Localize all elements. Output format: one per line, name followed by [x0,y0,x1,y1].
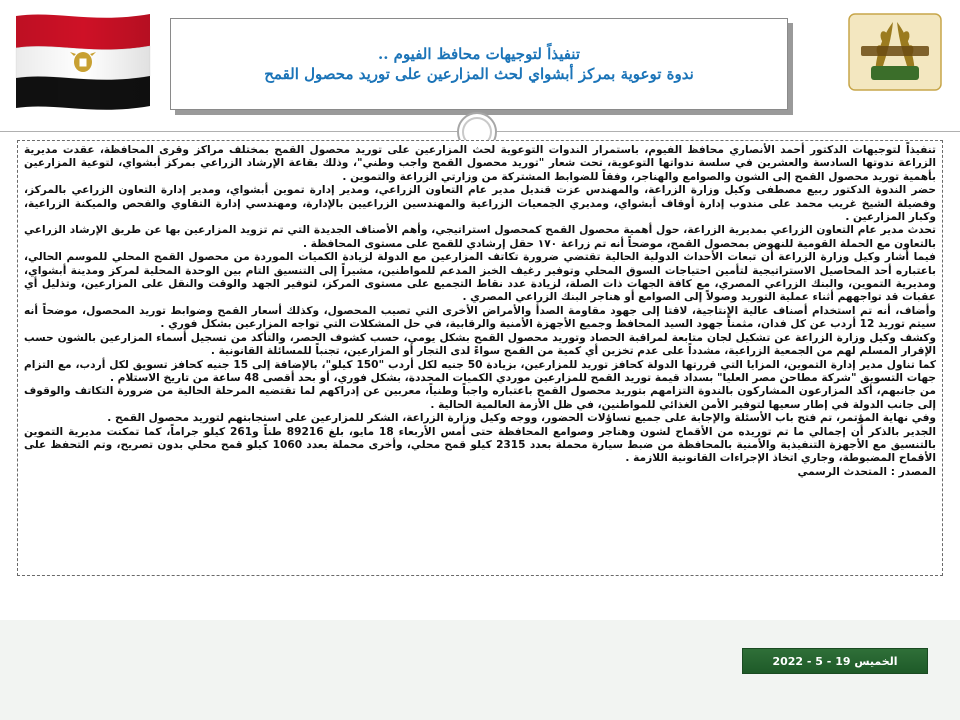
headline-box [170,18,788,110]
article-paragraph: الجدير بالذكر أن إجمالي ما تم توريده من الأقماح لشون وهناجر وصوامع المحافظة حتى أمس الأربعاء 18 مايو، بلغ 89216 طناً و261 كيلو جراماً، كما تمكنت مديرية التموين بالتنسيق مع الأجهزة التنفيذية والأمنية بالمحافظة من ضبط سيارة محملة بعدد 2315 كيلو قمح محلي، وأخرى محملة بعدد 1060 كيلو قمح محلي بدون تصريح، وتم التحفظ على الأقماح المضبوطة، وجاري اتخاذ الإجراءات القانونية اللازمة . [24,425,936,465]
article-paragraph: كما تناول مدير إدارة التموين، المزايا التي قررتها الدولة كحافز توريد للمزارعين، بزيادة 50 جنيه لكل أردب "150 كيلو"، بالإضافة إلى 15 جنيه كحافز تسويق لكل أردب، مع التزام جهات التسويق "شركة مطاحن مصر العليا" بسداد قيمة توريد القمح للمزارعين موردي الكميات المحددة، بشكل فوري، أو بحد أقصى 48 ساعة من تاريخ الاستلام . [24,358,936,384]
egypt-flag [14,10,152,110]
date-banner [742,648,928,674]
article-paragraph: تحدث مدير عام التعاون الزراعي بمديرية الزراعة، حول أهمية محصول القمح كمحصول استراتيجي، وأهم الأصناف الجديدة التي تم تزويد المزارعين بها عن طريق الإرشاد الزراعي بالتعاون مع الحملة القومية للنهوض بمحصول القمح، موضحاً أنه تم زراعة ١٧٠ حقل إرشادي للقمح على مستوى المحافظة . [24,224,936,250]
article-paragraph: وأضاف، أنه تم استخدام أصناف عالية الإنتاجية، لاقتا إلى جهود مقاومة الصدأ والأمراض الأخرى التي تصيب المحصول، وكذلك أسعار القمح وضوابط توريد المحصول، موضحاً أنه سيتم توريد 12 أردب عن كل فدان، مثمناً جهود السيد المحافظ وجميع الأجهزة الأمنية والرقابية، في حل المشكلات التي تواجه المزارعين بشكل فوري . [24,304,936,331]
publish-date: الخميس 19 - 5 - 2022 [772,654,898,668]
wheat-emblem-logo [845,8,945,96]
article-paragraph: وكشف وكيل وزارة الزراعة عن تشكيل لجان متابعة لمراقبة الحصاد وتوريد محصول القمح بشكل يومي، حسب كشوف الحصر، والتأكد من تسجيل أسماء المزارعين بالشون حسب الإقرار المسلم لهم من الجمعية الزراعية، مشدداً على عدم تخزين أي كمية من القمح سواءً لدى التجار أو المزارعين، تجنباً للمسائلة القانونية . [24,331,936,358]
article-paragraph: وفي نهاية المؤتمر، تم فتح باب الأسئلة والإجابة على جميع تساؤلات الحضور، ووجه وكيل وزارة الزراعة، الشكر للمزارعين على استجابتهم لتوريد محصول القمح . [107,412,936,425]
headline-subtitle: ندوة توعوية بمركز أبشواي لحث المزارعين على توريد محصول القمح [264,65,694,83]
article-paragraph: من جانبهم، أكد المزارعون المشاركون بالندوة التزامهم بتوريد محصول القمح باعتباره واجباً وطنياً، معربين عن إدراكهم لما تقتضيه المرحلة الحالية من ضرورة التكاتف والوقوف إلى جانب الدولة في إطار سعيها لتوفير الأمن الغذائي للمواطنين، في ظل الأزمة العالمية الحالية . [24,385,936,411]
article-paragraph: تنفيذاً لتوجيهات الدكتور أحمد الأنصاري محافظ الفيوم، باستمرار الندوات التوعوية لحث المزارعين على توريد محصول القمح بمختلف مراكز وقرى المحافظة، عقدت مديرية الزراعة ندوتها السادسة والعشرين في سلسة ندواتها التوعوية، تحت شعار "توريد محصول القمح واجب وطني"، وذلك بقاعة الإرشاد الزراعي بمركز أبشواي، لتوعية المزارعين بأهمية توريد محصول القمح إلى الشون والصوامع والهناجر، وفقاً للضوابط المشتركة من وزارتي الزراعة والتموين . [24,144,936,183]
article-source: المصدر : المتحدث الرسمي [797,465,936,478]
article-paragraph: فيما أشار وكيل وزارة الزراعة أن تبعات الأحداث الدولية الحالية تقتضي ضرورة تكاتف المزارعين مع الدولة لزيادة الكميات الموردة من محصول القمح المحلي للموسم الحالي، باعتباره أحد المحاصيل الاستراتيجية لتأمين احتياجات السوق المحلي وتوفير رغيف الخبز المدعم للمواطنين، مشيراً إلى التنسيق التام بين الوحدة المحلية لمركز ومدينة أبشواي، ومديرية التموين، والبنك الزراعي المصري، مع كافة الجهات ذات الصلة، لزيادة عدد نقاط التجميع على مستوى المركز، لتوفير الجهد والوقت والنقل على المزارعين، وتذليل أي عقبات قد تواجههم أثناء عملية التوريد وصولاً إلى الصوامع أو هناجر البنك الزراعي المصري . [24,251,936,304]
headline-title: تنفيذاً لتوجيهات محافظ الفيوم .. [377,45,581,63]
article-paragraph: حضر الندوة الدكتور ربيع مصطفى وكيل وزارة الزراعة، والمهندس عزت قنديل مدير عام التعاون الزراعي، ومدير إدارة تموين أبشواي، ومدير إدارة التعاون الزراعي بالمركز، وفضيلة الشيخ غريب محمد على مندوب إدارة أوقاف أبشواي، ومديري الجمعيات الزراعية والمهندسين الزراعيين بالإدارة، ومهندسي إدارة التقاوي والفحص والميكنة الزراعية، وكبار المزارعين . [24,184,936,224]
article-body [17,140,943,576]
